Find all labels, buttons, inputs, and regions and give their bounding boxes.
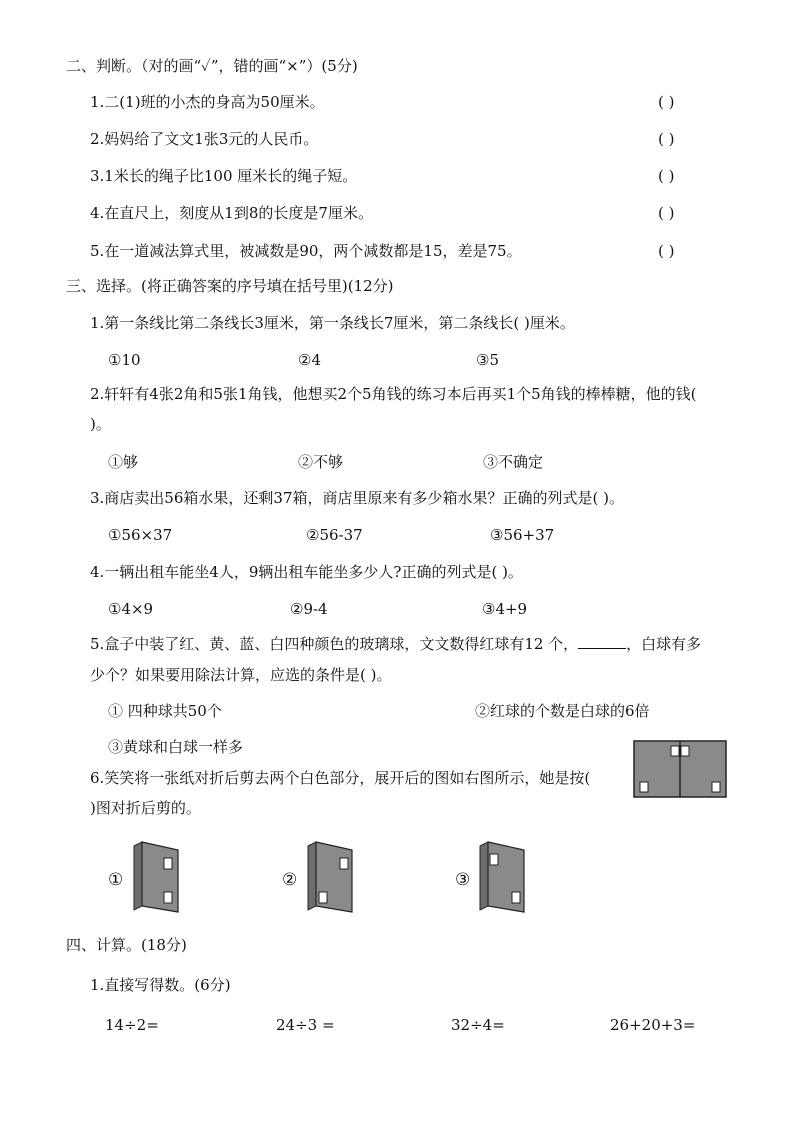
choice-q4-option-2[interactable]: ②9-4 <box>290 600 328 618</box>
choice-q5-option-2[interactable]: ②红球的个数是白球的6倍 <box>475 702 650 720</box>
fold-option-3-label[interactable]: ③ <box>455 870 471 890</box>
unfolded-paper-figure <box>633 740 727 798</box>
judge-item-1: 1.二(1)班的小杰的身高为50厘米。 <box>90 93 325 111</box>
calc-expr-3[interactable]: 32÷4= <box>451 1016 505 1034</box>
fold-option-1-label[interactable]: ① <box>108 870 124 890</box>
choice-q5-text-b: ，白球有多 <box>626 635 702 653</box>
choice-q5-line1 <box>90 634 701 654</box>
fold-option-2-figure[interactable] <box>304 840 356 914</box>
choice-q3-option-3[interactable]: ③56+37 <box>490 526 555 544</box>
judge-item-4: 4.在直尺上，刻度从1到8的长度是7厘米。 <box>90 204 373 222</box>
section2-title: 二、判断。（对的画“✓”，错的画“×”）(5分) <box>66 57 358 75</box>
choice-q4-option-3[interactable]: ③4+9 <box>482 600 528 618</box>
fold-option-2-label[interactable]: ② <box>282 870 298 890</box>
judge-answer-2[interactable]: ( ) <box>658 130 675 148</box>
choice-q4-option-1[interactable]: ①4×9 <box>108 600 154 618</box>
choice-q5-line2: 少个？如果要用除法计算，应选的条件是( )。 <box>90 666 392 684</box>
choice-q2-option-2[interactable]: ②不够 <box>298 453 344 471</box>
choice-q2-line2: )。 <box>90 415 111 433</box>
fold-option-1-figure[interactable] <box>130 840 182 914</box>
choice-q6-line2: )图对折后剪的。 <box>90 799 201 817</box>
choice-q5-option-1[interactable]: ① 四种球共50个 <box>108 702 222 720</box>
choice-q2-option-3[interactable]: ③不确定 <box>483 453 544 471</box>
choice-q1-option-2[interactable]: ②4 <box>298 351 321 369</box>
choice-q3-option-2[interactable]: ②56-37 <box>306 526 363 544</box>
calc-expr-2[interactable]: 24÷3 = <box>276 1016 335 1034</box>
choice-q2-line1: 2.轩轩有4张2角和5张1角钱，他想买2个5角钱的练习本后再买1个5角钱的棒棒糖，他的钱( <box>90 385 697 403</box>
judge-answer-5[interactable]: ( ) <box>658 242 675 260</box>
fold-option-3-figure[interactable] <box>476 840 528 914</box>
section4-title: 四、计算。(18分) <box>66 936 187 954</box>
choice-q4: 4.一辆出租车能坐4人，9辆出租车能坐多少人?正确的列式是( )。 <box>90 563 523 581</box>
judge-item-3: 3.1米长的绳子比100 厘米长的绳子短。 <box>90 167 358 185</box>
choice-q2-option-1[interactable]: ①够 <box>108 453 139 471</box>
choice-q3: 3.商店卖出56箱水果，还剩37箱，商店里原来有多少箱水果？正确的列式是( )。 <box>90 489 624 507</box>
judge-answer-4[interactable]: ( ) <box>658 204 675 222</box>
judge-item-5: 5.在一道减法算式里，被减数是90，两个减数都是15，差是75。 <box>90 242 522 260</box>
choice-q5-text-a: 5.盒子中装了红、黄、蓝、白四种颜色的玻璃球，文文数得红球有12 个， <box>90 635 579 653</box>
choice-q3-option-1[interactable]: ①56×37 <box>108 526 173 544</box>
calc-expr-1[interactable]: 14÷2= <box>105 1016 159 1034</box>
choice-q5-option-3[interactable]: ③黄球和白球一样多 <box>108 738 244 756</box>
choice-q5-blank[interactable] <box>578 634 626 649</box>
choice-q1: 1.第一条线比第二条线长3厘米，第一条线长7厘米，第二条线长( )厘米。 <box>90 314 575 332</box>
choice-q1-option-3[interactable]: ③5 <box>476 351 499 369</box>
judge-item-2: 2.妈妈给了文文1张3元的人民币。 <box>90 130 319 148</box>
judge-answer-1[interactable]: ( ) <box>658 93 675 111</box>
calc-expr-4[interactable]: 26+20+3= <box>610 1016 696 1034</box>
judge-answer-3[interactable]: ( ) <box>658 167 675 185</box>
section4-sub1: 1.直接写得数。(6分) <box>90 976 231 994</box>
choice-q1-option-1[interactable]: ①10 <box>108 351 141 369</box>
section3-title: 三、选择。(将正确答案的序号填在括号里)(12分) <box>66 277 394 295</box>
choice-q6-line1: 6.笑笑将一张纸对折后剪去两个白色部分，展开后的图如右图所示，她是按( <box>90 769 591 787</box>
